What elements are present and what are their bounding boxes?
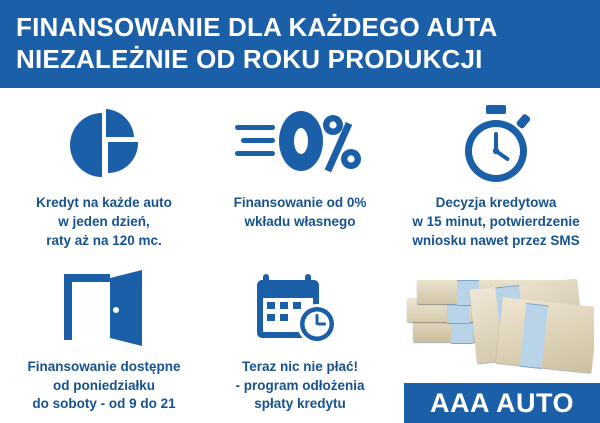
feature-caption: Kredyt na każde auto w jeden dzień, raty aż na 120 mc. <box>36 195 172 248</box>
feature-caption: Decyzja kredytowa w 15 minut, potwierdzenie wniosku nawet przez SMS <box>412 195 580 248</box>
feature-caption: Finansowanie dostępne od poniedziałku do soboty - od 9 do 21 <box>27 359 181 412</box>
feature-caption: Finansowanie od 0% wkładu własnego <box>233 195 367 229</box>
feature-opening-hours <box>6 260 202 414</box>
header-title-line-1: FINANSOWANIE DLA KAŻDEGO AUTA <box>16 12 498 42</box>
stopwatch-icon <box>453 104 539 186</box>
banknote-stacks <box>403 264 589 384</box>
aaa-auto-logo: AAA AUTO <box>404 383 600 423</box>
calendar-clock-icon <box>255 266 345 350</box>
feature-caption: Teraz nic nie płać! - program odłożenia spłaty kredytu <box>235 359 365 412</box>
open-door-icon <box>58 266 150 350</box>
feature-credit-any-car <box>6 98 202 250</box>
pie-chart-icon <box>58 104 150 186</box>
feature-deferred-payment <box>202 260 398 414</box>
header-title-line-2: NIEZALEŻNIE OD ROKU PRODUKCJI <box>16 44 483 75</box>
feature-row-top <box>0 88 600 250</box>
feature-fast-decision <box>398 98 594 250</box>
zero-percent-icon <box>235 104 365 186</box>
feature-zero-percent <box>202 98 398 250</box>
poster-header <box>0 0 600 88</box>
